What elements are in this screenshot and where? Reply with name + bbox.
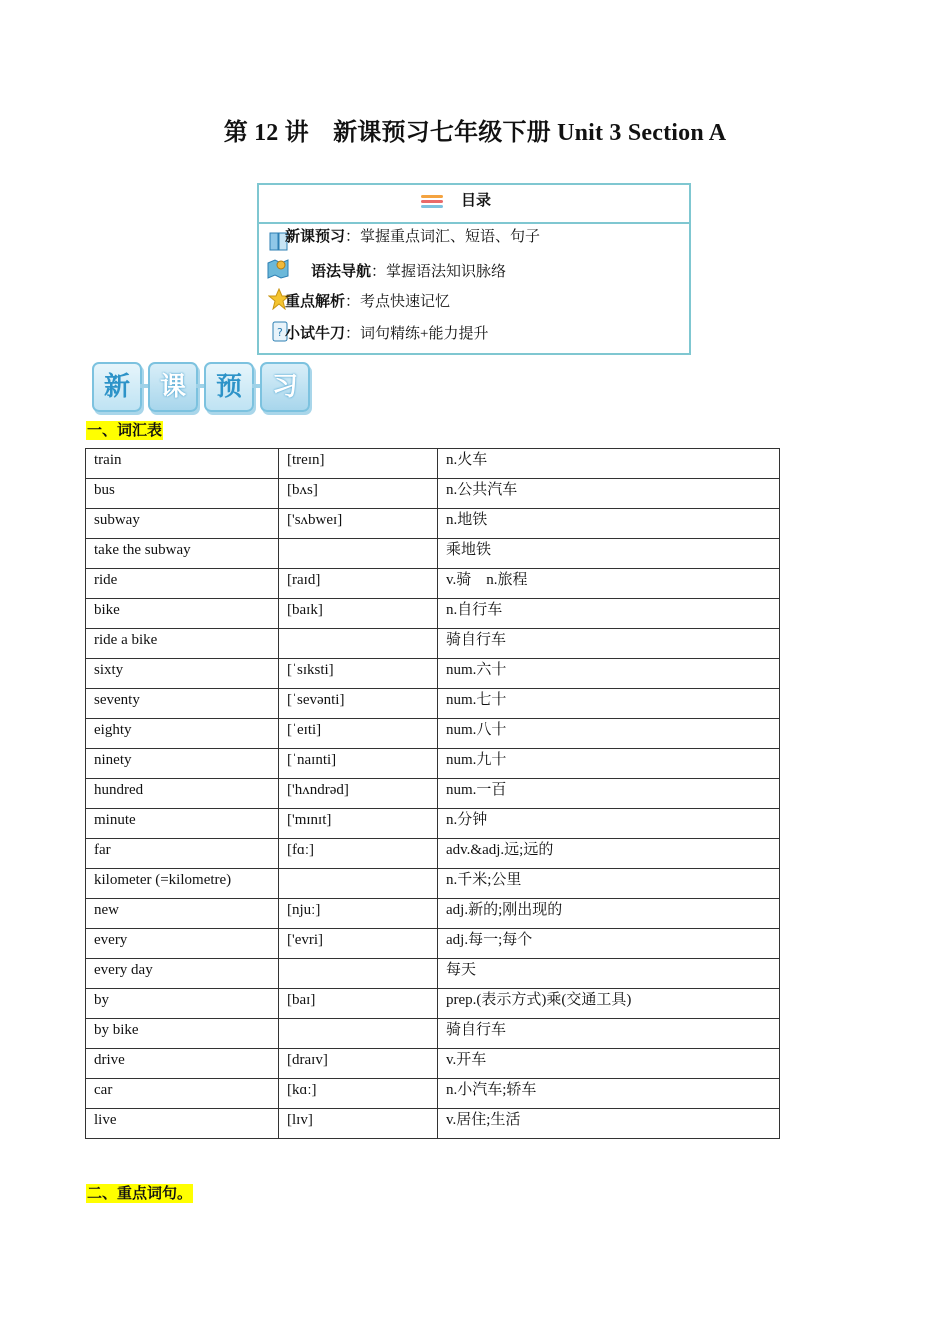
- vocab-word: sixty: [86, 659, 279, 689]
- table-row: [86, 1019, 780, 1049]
- vocab-phonetic: [ˈeɪti]: [279, 719, 438, 749]
- svg-text:?: ?: [277, 326, 283, 339]
- banner-tile: 课: [148, 362, 198, 412]
- banner-tile: 习: [260, 362, 310, 412]
- vocab-phonetic: [kɑː]: [279, 1079, 438, 1109]
- table-row: [86, 779, 780, 809]
- vocab-word: by: [86, 989, 279, 1019]
- banner-tile: 预: [204, 362, 254, 412]
- vocab-phonetic: [ˈnaɪnti]: [279, 749, 438, 779]
- vocab-word: live: [86, 1109, 279, 1139]
- toc-header: [259, 185, 689, 224]
- toc-item-practice: 小试牛刀：词句精练+能力提升: [285, 326, 489, 342]
- vocab-meaning: 每天: [438, 959, 780, 989]
- vocab-word: far: [86, 839, 279, 869]
- vocab-meaning: num.一百: [438, 779, 780, 809]
- vocab-phonetic: [279, 869, 438, 899]
- vocab-meaning: v.开车: [438, 1049, 780, 1079]
- vocab-word: ride: [86, 569, 279, 599]
- vocab-meaning: n.小汽车;轿车: [438, 1079, 780, 1109]
- table-row: [86, 539, 780, 569]
- list-icon: [421, 195, 443, 209]
- vocab-table: [85, 448, 780, 1139]
- vocab-meaning: n.地铁: [438, 509, 780, 539]
- table-row: [86, 809, 780, 839]
- vocab-word: car: [86, 1079, 279, 1109]
- toc-heading: 目录: [461, 193, 492, 209]
- vocab-word: minute: [86, 809, 279, 839]
- vocab-word: train: [86, 449, 279, 479]
- table-row: [86, 569, 780, 599]
- vocab-word: take the subway: [86, 539, 279, 569]
- vocab-phonetic: ['evri]: [279, 929, 438, 959]
- table-row: [86, 959, 780, 989]
- vocab-meaning: n.火车: [438, 449, 780, 479]
- vocab-meaning: v.骑 n.旅程: [438, 569, 780, 599]
- vocab-phonetic: [279, 629, 438, 659]
- vocab-meaning: prep.(表示方式)乘(交通工具): [438, 989, 780, 1019]
- table-row: [86, 1109, 780, 1139]
- vocab-phonetic: [279, 539, 438, 569]
- vocab-word: ninety: [86, 749, 279, 779]
- toc-item-key-points: 重点解析：考点快速记忆: [285, 294, 451, 310]
- vocab-meaning: 骑自行车: [438, 1019, 780, 1049]
- vocab-phonetic: ['sʌbweɪ]: [279, 509, 438, 539]
- vocab-phonetic: [bʌs]: [279, 479, 438, 509]
- vocab-phonetic: [fɑː]: [279, 839, 438, 869]
- vocab-meaning: n.分钟: [438, 809, 780, 839]
- vocab-meaning: 乘地铁: [438, 539, 780, 569]
- vocab-phonetic: [baɪ]: [279, 989, 438, 1019]
- vocab-word: drive: [86, 1049, 279, 1079]
- table-row: [86, 1079, 780, 1109]
- vocab-word: every day: [86, 959, 279, 989]
- table-of-contents: [257, 183, 691, 355]
- table-row: [86, 479, 780, 509]
- vocab-meaning: num.九十: [438, 749, 780, 779]
- vocab-word: ride a bike: [86, 629, 279, 659]
- vocab-phonetic: [njuː]: [279, 899, 438, 929]
- vocab-word: eighty: [86, 719, 279, 749]
- vocab-phonetic: [ˈsevənti]: [279, 689, 438, 719]
- vocab-phonetic: [raɪd]: [279, 569, 438, 599]
- vocab-phonetic: ['mɪnɪt]: [279, 809, 438, 839]
- page-title: 第 12 讲 新课预习七年级下册 Unit 3 Section A: [223, 120, 727, 146]
- vocab-word: subway: [86, 509, 279, 539]
- vocab-phonetic: [lɪv]: [279, 1109, 438, 1139]
- vocab-phonetic: [279, 1019, 438, 1049]
- table-row: [86, 749, 780, 779]
- table-row: [86, 869, 780, 899]
- vocab-word: bike: [86, 599, 279, 629]
- vocab-word: bus: [86, 479, 279, 509]
- map-pin-icon: [267, 257, 289, 279]
- table-row: [86, 599, 780, 629]
- table-row: [86, 839, 780, 869]
- vocab-meaning: 骑自行车: [438, 629, 780, 659]
- vocab-phonetic: [draɪv]: [279, 1049, 438, 1079]
- vocab-phonetic: [ˈsɪksti]: [279, 659, 438, 689]
- vocab-word: new: [86, 899, 279, 929]
- vocab-word: kilometer (=kilometre): [86, 869, 279, 899]
- table-row: [86, 989, 780, 1019]
- vocab-word: seventy: [86, 689, 279, 719]
- vocab-phonetic: [treɪn]: [279, 449, 438, 479]
- table-row: [86, 509, 780, 539]
- vocab-meaning: num.八十: [438, 719, 780, 749]
- toc-item-grammar: 语法导航：掌握语法知识脉络: [311, 264, 507, 280]
- vocab-meaning: n.千米;公里: [438, 869, 780, 899]
- vocab-phonetic: ['hʌndrəd]: [279, 779, 438, 809]
- vocab-word: by bike: [86, 1019, 279, 1049]
- vocab-meaning: num.六十: [438, 659, 780, 689]
- vocab-phonetic: [279, 959, 438, 989]
- section-title-vocab: 一、词汇表: [87, 421, 163, 439]
- table-row: [86, 719, 780, 749]
- vocab-meaning: adv.&adj.远;远的: [438, 839, 780, 869]
- table-row: [86, 1049, 780, 1079]
- banner-tile: 新: [92, 362, 142, 412]
- vocab-phonetic: [baɪk]: [279, 599, 438, 629]
- table-row: [86, 689, 780, 719]
- table-row: [86, 929, 780, 959]
- vocab-meaning: adj.新的;刚出现的: [438, 899, 780, 929]
- table-row: [86, 899, 780, 929]
- section-title-key-sentences: 二、重点词句。: [87, 1184, 193, 1202]
- vocab-meaning: v.居住;生活: [438, 1109, 780, 1139]
- vocab-meaning: n.自行车: [438, 599, 780, 629]
- vocab-meaning: adj.每一;每个: [438, 929, 780, 959]
- vocab-word: hundred: [86, 779, 279, 809]
- table-row: [86, 449, 780, 479]
- table-row: [86, 659, 780, 689]
- vocab-meaning: num.七十: [438, 689, 780, 719]
- vocab-word: every: [86, 929, 279, 959]
- table-row: [86, 629, 780, 659]
- toc-item-preview: 新课预习：掌握重点词汇、短语、句子: [285, 229, 541, 245]
- vocab-meaning: n.公共汽车: [438, 479, 780, 509]
